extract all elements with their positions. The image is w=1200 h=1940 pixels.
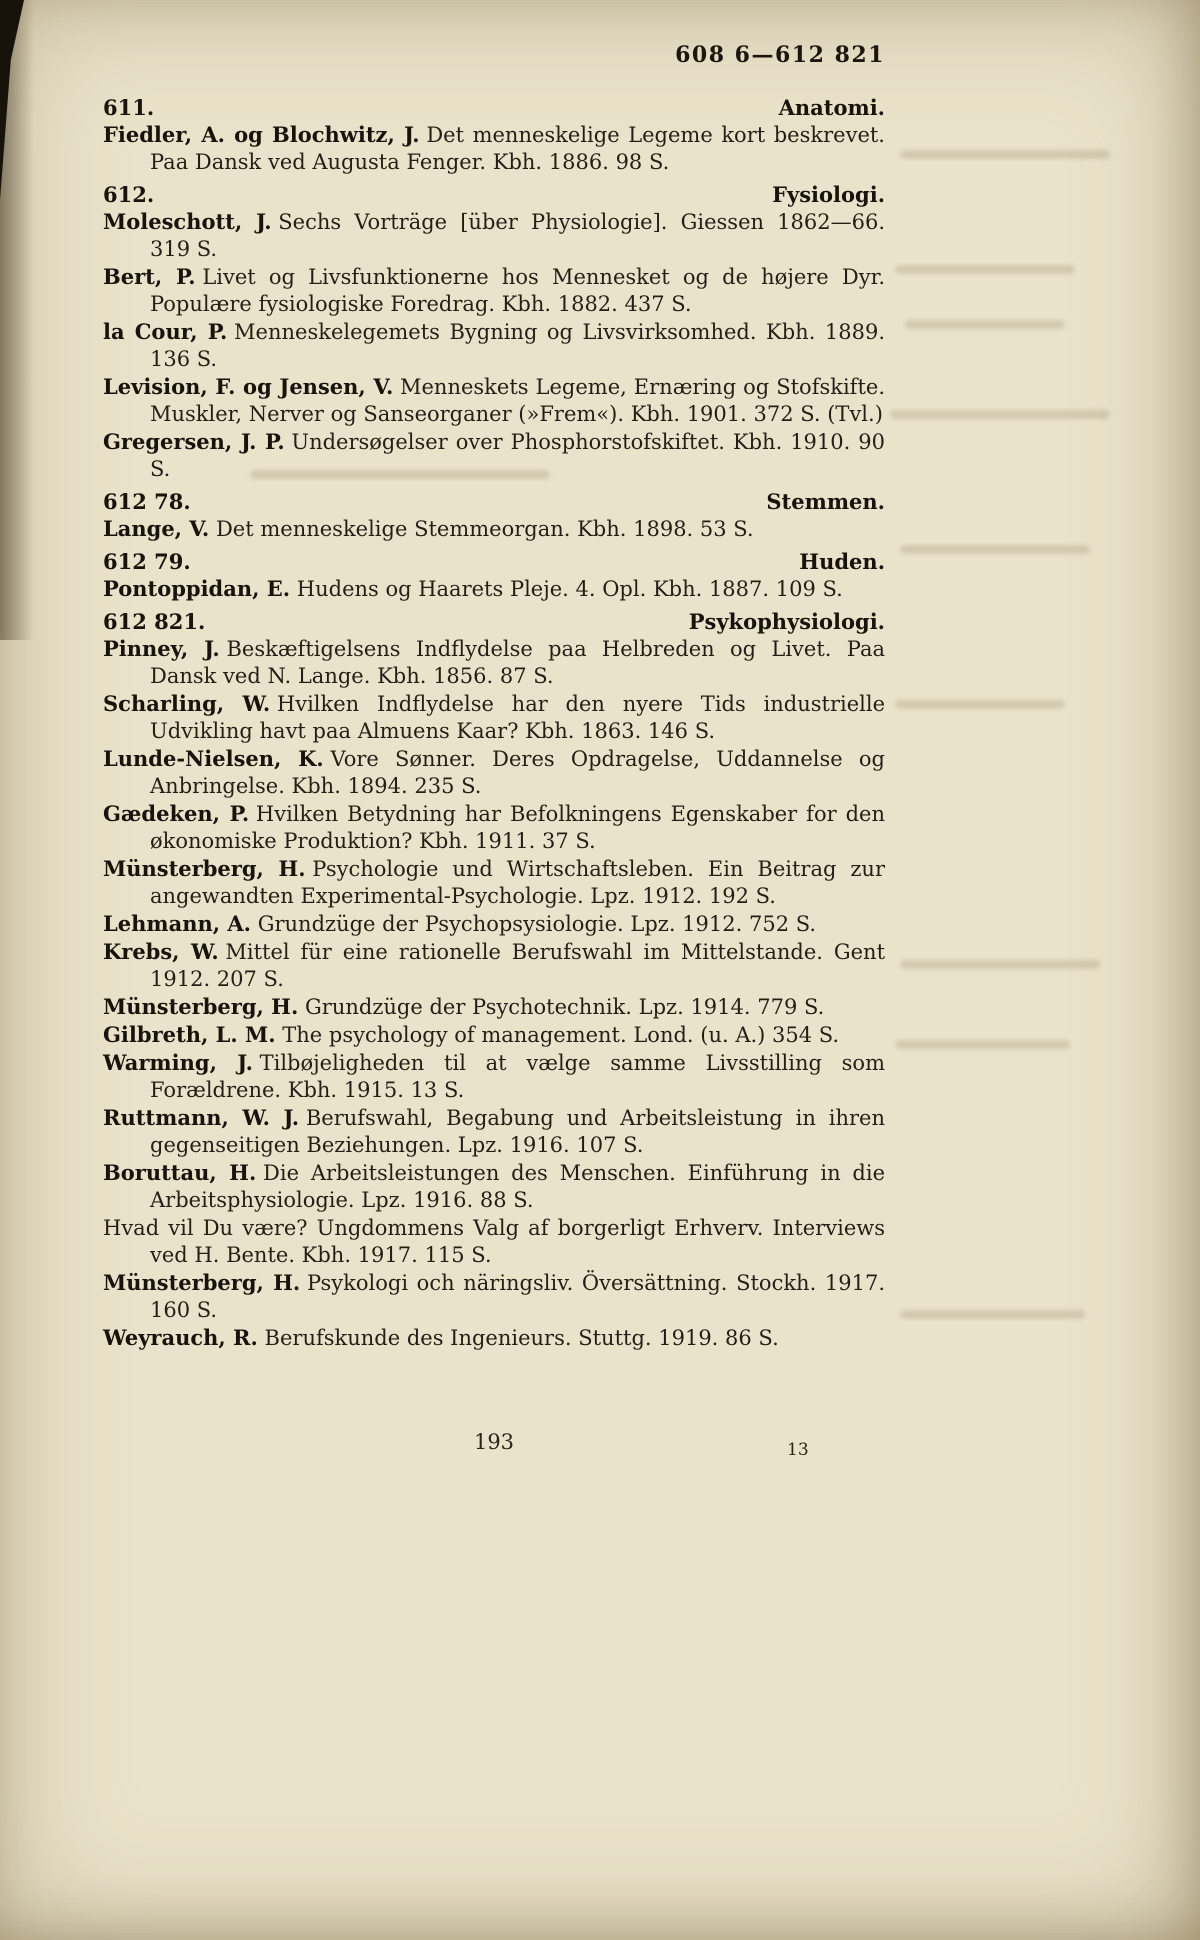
entry-author: Münsterberg, H. — [103, 994, 299, 1019]
bleedthrough-artifact — [900, 545, 1090, 554]
bib-entry — [103, 318, 885, 373]
bib-entry — [103, 515, 885, 543]
section-number: 611. — [103, 95, 155, 120]
section-number: 612 78. — [103, 489, 191, 514]
entry-text: Hvilken Indflydelse har den nyere Tids industrielle Udvikling havt paa Almuens Kaar? Kbh. 1863. 146 S. — [150, 692, 886, 743]
bleedthrough-artifact — [895, 1040, 1070, 1049]
entry-author: Lehmann, A. — [103, 911, 251, 936]
entry-text: Det menneskelige Legeme kort beskrevet. Paa Dansk ved Augusta Fenger. Kbh. 1886. 98 S. — [150, 123, 885, 174]
section-heading-612-78 — [103, 488, 885, 515]
section-title: Stemmen. — [766, 489, 885, 514]
signature-mark: 13 — [787, 1440, 809, 1460]
entry-author: Krebs, W. — [103, 939, 219, 964]
bib-entry — [103, 428, 885, 483]
entry-text: Beskæftigelsens Indflydelse paa Helbreden og Livet. Paa Dansk ved N. Lange. Kbh. 1856. 87 S. — [150, 637, 885, 688]
entry-author: Ruttmann, W. J. — [103, 1105, 300, 1130]
entry-text: Hvad vil Du være? Ungdommens Valg af borgerligt Erhverv. Interviews ved H. Bente. Kbh. 1917. 115 S. — [103, 1216, 885, 1267]
entry-text: Hudens og Haarets Pleje. 4. Opl. Kbh. 1887. 109 S. — [296, 577, 843, 601]
section-number: 612 79. — [103, 549, 191, 574]
entry-author: Münsterberg, H. — [103, 856, 306, 881]
entry-author: Scharling, W. — [103, 691, 271, 716]
entry-author: Weyrauch, R. — [103, 1325, 258, 1350]
bib-entry — [103, 800, 885, 855]
bleedthrough-artifact — [900, 150, 1110, 159]
bleedthrough-artifact — [895, 265, 1075, 274]
bib-entry — [103, 938, 885, 993]
bib-entry — [103, 1324, 885, 1352]
entry-author: Lange, V. — [103, 516, 210, 541]
bleedthrough-artifact — [895, 700, 1065, 709]
bib-entry — [103, 1269, 885, 1324]
entry-text: Menneskets Legeme, Ernæring og Stofskifte. Muskler, Nerver og Sanseorganer (»Frem«). Kbh. 1901. 372 S. (Tvl.) — [150, 375, 886, 426]
entry-text: The psychology of management. Lond. (u. A.) 354 S. — [282, 1023, 840, 1047]
entry-text: Psykologi och näringsliv. Översättning. Stockh. 1917. 160 S. — [150, 1271, 885, 1322]
bib-entry — [103, 993, 885, 1021]
entry-author: Gilbreth, L. M. — [103, 1022, 276, 1047]
bib-entry — [103, 1021, 885, 1049]
bib-entry — [103, 121, 885, 176]
entry-author: Pontoppidan, E. — [103, 576, 291, 601]
section-title: Anatomi. — [778, 95, 885, 120]
entry-text: Berufskunde des Ingenieurs. Stuttg. 1919. 86 S. — [264, 1326, 779, 1350]
section-title: Fysiologi. — [772, 182, 885, 207]
entry-text: Grundzüge der Psychopsysiologie. Lpz. 1912. 752 S. — [257, 912, 817, 936]
section-heading-612-79 — [103, 548, 885, 575]
bib-entry — [103, 1159, 885, 1214]
section-number: 612. — [103, 182, 155, 207]
section-heading-612-821 — [103, 608, 885, 635]
bib-entry — [103, 690, 885, 745]
entry-author: Bert, P. — [103, 264, 196, 289]
bleedthrough-artifact — [905, 320, 1065, 329]
entry-text: Grundzüge der Psychotechnik. Lpz. 1914. 779 S. — [305, 995, 825, 1019]
entry-text: Menneskelegemets Bygning og Livsvirksomhed. Kbh. 1889. 136 S. — [150, 320, 885, 371]
entry-text: Livet og Livsfunktionerne hos Mennesket og de højere Dyr. Populære fysiologiske Foredrag. Kbh. 1882. 437 S. — [150, 265, 885, 316]
bib-entry — [103, 1214, 885, 1269]
entry-author: Münsterberg, H. — [103, 1270, 301, 1295]
bib-entry — [103, 745, 885, 800]
entry-author: Pinney, J. — [103, 636, 220, 661]
page-number: 193 — [473, 1430, 515, 1454]
bib-entry — [103, 910, 885, 938]
entry-text: Mittel für eine rationelle Berufswahl im Mittelstande. Gent 1912. 207 S. — [150, 940, 886, 991]
page-content — [103, 42, 885, 1352]
entry-author: Boruttau, H. — [103, 1160, 257, 1185]
entry-text: Psychologie und Wirtschaftsleben. Ein Beitrag zur angewandten Experimental-Psychologie. Lpz. 1912. 192 S. — [150, 857, 885, 908]
entry-text: Det menneskelige Stemmeorgan. Kbh. 1898. 53 S. — [215, 517, 754, 541]
section-heading-612 — [103, 181, 885, 208]
section-title: Psykophysiologi. — [688, 609, 885, 634]
entry-author: Moleschott, J. — [103, 209, 272, 234]
section-heading-611 — [103, 94, 885, 121]
bib-entry — [103, 373, 885, 428]
section-title: Huden. — [799, 549, 885, 574]
bib-entry — [103, 635, 885, 690]
bleedthrough-artifact — [890, 410, 1110, 419]
entry-author: Levision, F. og Jensen, V. — [103, 374, 394, 399]
bib-entry — [103, 263, 885, 318]
bib-entry — [103, 855, 885, 910]
running-head: 608 6—612 821 — [675, 42, 885, 68]
entry-text: Berufswahl, Begabung und Arbeitsleistung in ihren gegenseitigen Beziehungen. Lpz. 1916. 107 S. — [150, 1106, 885, 1157]
bleedthrough-artifact — [900, 1310, 1085, 1319]
entry-author: Gregersen, J. P. — [103, 429, 285, 454]
section-number: 612 821. — [103, 609, 206, 634]
entry-text: Hvilken Betydning har Befolkningens Egenskaber for den økonomiske Produktion? Kbh. 1911. 37 S. — [150, 802, 885, 853]
bib-entry — [103, 1104, 885, 1159]
bib-entry — [103, 1049, 885, 1104]
entry-author: Gædeken, P. — [103, 801, 250, 826]
entry-text: Die Arbeitsleistungen des Menschen. Einführung in die Arbeitsphysiologie. Lpz. 1916. 88 S. — [150, 1161, 886, 1212]
entry-text: Vore Sønner. Deres Opdragelse, Uddannelse og Anbringelse. Kbh. 1894. 235 S. — [150, 747, 885, 798]
entry-text: Sechs Vorträge [über Physiologie]. Giessen 1862—66. 319 S. — [150, 210, 885, 261]
entry-author: la Cour, P. — [103, 319, 228, 344]
bib-entry — [103, 575, 885, 603]
entry-author: Warming, J. — [103, 1050, 253, 1075]
entry-author: Fiedler, A. og Blochwitz, J. — [103, 122, 420, 147]
entry-text: Undersøgelser over Phosphorstofskiftet. Kbh. 1910. 90 S. — [150, 430, 885, 481]
entry-text: Tilbøjeligheden til at vælge samme Livsstilling som Forældrene. Kbh. 1915. 13 S. — [150, 1051, 885, 1102]
entry-author: Lunde-Nielsen, K. — [103, 746, 324, 771]
bleedthrough-artifact — [900, 960, 1100, 969]
bib-entry — [103, 208, 885, 263]
